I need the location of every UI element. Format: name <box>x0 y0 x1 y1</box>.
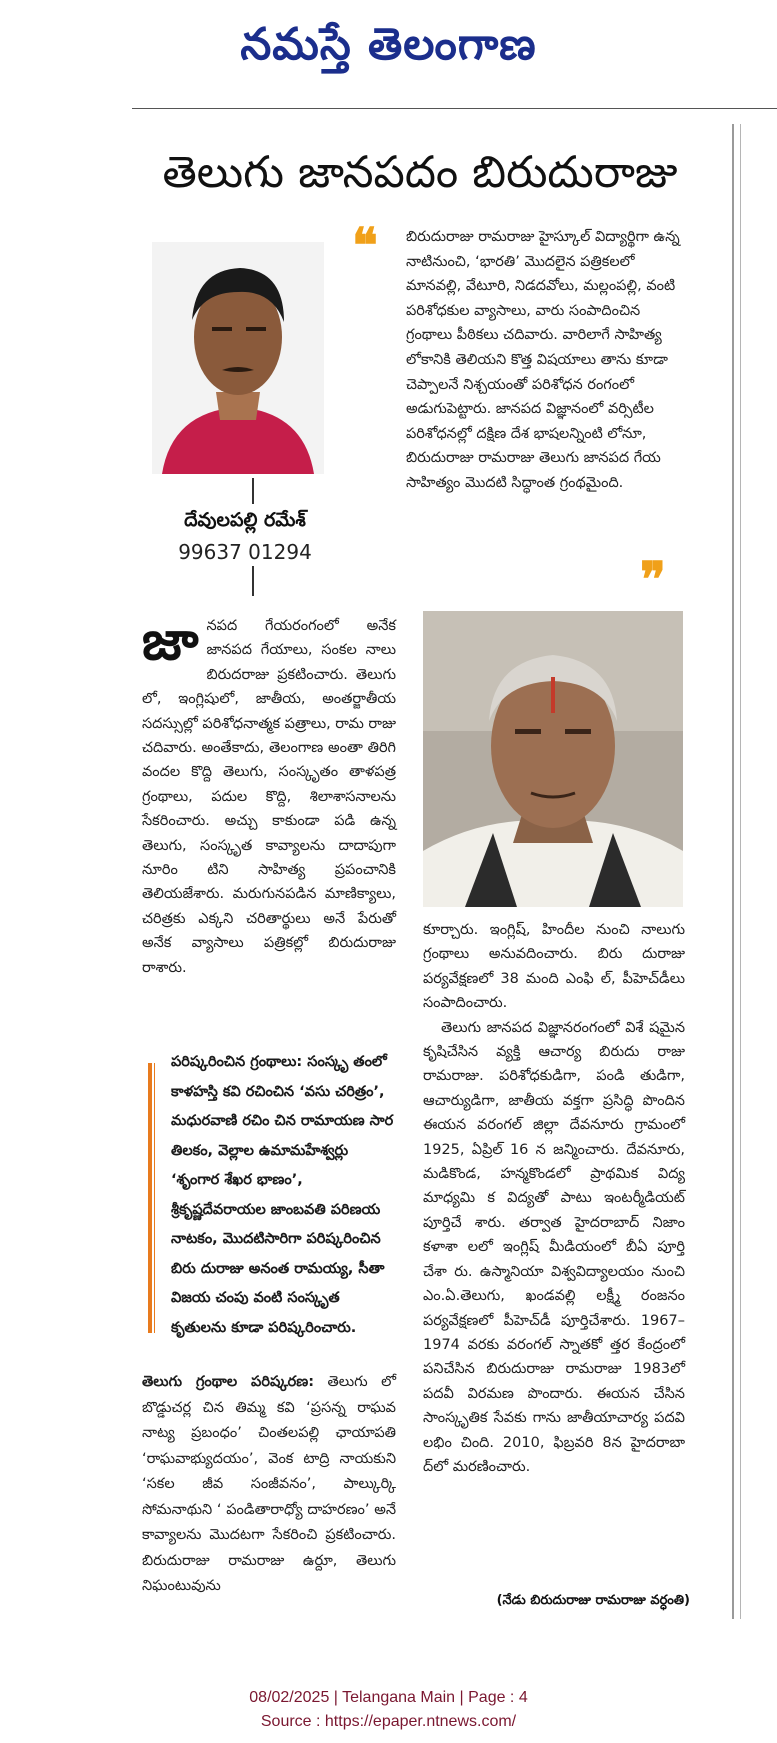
box-accent-bar <box>148 1063 152 1333</box>
footer-source-link[interactable]: Source : https://epaper.ntnews.com/ <box>260 1713 517 1730</box>
telugu-editions-section <box>142 1370 396 1598</box>
open-quote-icon: ❝ <box>352 218 378 274</box>
dedication-note: (నేడు బిరుదురాజు రామరాజు వర్ధంతి) <box>496 1593 690 1608</box>
byline-connector-lower <box>252 566 254 596</box>
box-accent-bar-thin <box>154 1063 155 1333</box>
right-body-paragraph-1: కూర్చారు. ఇంగ్లిష్, హిందీల నుంచి నాలుగు గ్రంథాలు అనువదించారు. బిరు దురాజు పర్యవేక్షణలో 38 మంది ఎంఫి ల్, పీహెచ్‌డీలు సంపాదించారు. <box>423 922 685 1012</box>
author-photo <box>152 242 324 474</box>
masthead-rule <box>132 108 777 109</box>
box-text: సంస్కృ తంలో కాళహస్తి కవి రచించిన ‘వసు చరిత్రం’, మధురవాణి రచిం చిన రామాయణ సార తిలకం, వెల్లాల ఉమామహేశ్వర్లు ‘శృంగార శేఖర భాణం’, శ్రీకృష్ణదేవరాయల జాంబవతి పరిణయ నాటకం, మొదటిసారిగా పరిష్కరించిన బిరు దురాజు అనంత రామయ్య, సీతా విజయ చంపు వంటి సంస్కృత కృతులను కూడా పరిష్కరించారు. <box>171 1054 394 1336</box>
left-body-text: నపద గేయరంగంలో అనేక జానపద గేయాలు, సంకల నాలు బిరుదరాజు ప్రకటించారు. తెలుగు లో, ఇంగ్లిషులో, జాతీయ, అంతర్జాతీయ సదస్సుల్లో పరిశోధనాత్మక పత్రాలు, రామ రాజు చదివారు. అంతేకాదు, తెలంగాణ అంతా తిరిగి వందల కొద్ది తెలుగు, సంస్కృతం తాళపత్ర గ్రంథాలు, పదుల కొద్ది, శిలాశాసనాలను సేకరించారు. అచ్చు కాకుండా పడి ఉన్న తెలుగు, సంస్కృత కావ్యాలను దాదాపుగా నూరిం టిని సాహిత్య ప్రపంచానికి తెలియజేశారు. మరుగునపడిన మాణిక్యాలు, చరిత్రకు ఎక్కని చరితార్థులు అనే పేరుతో అనేక వ్యాసాలు పత్రికల్లో బిరుదురాజు రాశారు. <box>142 618 397 976</box>
close-quote-icon: ❞ <box>640 552 666 608</box>
edited-works-box <box>171 1048 399 1348</box>
right-column-body <box>423 918 685 1578</box>
column-divider-thin <box>740 124 741 1619</box>
left-column-body <box>142 609 397 1008</box>
footer-page-info: 08/02/2025 | Telangana Main | Page : 4 <box>249 1689 528 1706</box>
sub-text: తెలుగు లో బొడ్డుచర్ల చిన తిమ్మ కవి ‘ప్రసన్న రాఘవ నాట్య ప్రబంధం’ చింతలపల్లి ఛాయాపతి ‘రాఘవాభ్యుదయం’, వెంక టాద్రి నాయకుని ‘సకల జీవ సంజీవనం’, పాల్కుర్కి సోమనాథుని ‘ పండితారాధ్యో దాహరణం’ అనే కావ్యాలను మొదటగా సేకరించి ప్రకటించారు. బిరుదురాజు రామరాజు ఉర్దూ, తెలుగు నిఘంటువును <box>142 1374 396 1594</box>
subject-photo <box>423 611 683 907</box>
drop-cap: జా <box>142 609 199 672</box>
pull-quote: బిరుదురాజు రామరాజు హైస్కూల్ విద్యార్థిగా ఉన్న నాటినుంచి, ‘భారతి’ మొదలైన పత్రికలలో మానవల్లి, వేటూరి, నిడదవోలు, మల్లంపల్లి, వంటి పరిశోధకుల వ్యాసాలు, వారు సంపాదించిన గ్రంథాలు పీఠికలు చదివారు. వారిలాగే సాహిత్య లోకానికి తెలియని కొత్త విషయాలు తాను కూడా చెప్పాలనే నిశ్చయంతో పరిశోధన రంగంలో అడుగుపెట్టారు. జానపద విజ్ఞానంలో వర్సిటీల పరిశోధనల్లో దక్షిణ దేశ భాషలన్నింటి లోనూ, బిరుదురాజు రామరాజు తెలుగు జానపద గేయ సాహిత్యం మొదటి సిద్ధాంత గ్రంథమైంది. <box>406 229 680 491</box>
byline-name: దేవులపల్లి రమేశ్ <box>184 509 306 531</box>
box-heading: పరిష్కరించిన గ్రంథాలు: <box>171 1054 303 1070</box>
sub-heading: తెలుగు గ్రంథాల పరిష్కరణ: <box>142 1374 315 1390</box>
byline-phone: 99637 01294 <box>178 540 312 564</box>
right-body-paragraph-2: తెలుగు జానపద విజ్ఞానరంగంలో విశే షమైన కృషిచేసిన వ్యక్తి ఆచార్య బిరుదు రాజు రామరాజు. పరిశోధకుడిగా, పండి తుడిగా, ఆచార్యుడిగా, జాతీయ వక్తగా ప్రసిద్ధి పొందిన ఈయన వరంగల్ జిల్లా దేవనూరు గ్రామంలో 1925, ఏప్రిల్ 16 న జన్మించారు. దేవనూరు, మడికొండ, హన్మకొండలో ప్రాథమిక విద్య మాధ్యమి క విద్యతో పాటు ఇంటర్మీడియట్ పూర్తిచే శారు. తర్వాత హైదరాబాద్ నిజాం కళాశా లలో ఇంగ్లిష్ మీడియంలో బీఏ పూర్తి చేశా రు. ఉస్మానియా విశ్వవిద్యాలయం నుంచి ఎం.ఏ.తెలుగు, ఖండవల్లి లక్ష్మీ రంజనం పర్యవేక్షణలో పీహెచ్‌డీ పూర్తిచేశారు. 1967–1974 వరకు వరంగల్ స్నాతకో త్తర కేంద్రంలో పనిచేసిన బిరుదురాజు రామరాజు 1983లో పదవీ విరమణ పొందారు. ఈయన చేసిన సాంస్కృతిక సేవకు గాను జాతీయాచార్య పదవి లభిం చింది. 2010, ఫిబ్రవరి 8న హైదరాబా ద్‌లో మరణించారు. <box>423 1019 685 1475</box>
article-headline: తెలుగు జానపదం బిరుదురాజు <box>162 147 678 198</box>
masthead-title: నమస్తే తెలంగాణ <box>240 19 537 70</box>
byline-connector <box>252 478 254 504</box>
column-divider <box>732 124 734 1619</box>
